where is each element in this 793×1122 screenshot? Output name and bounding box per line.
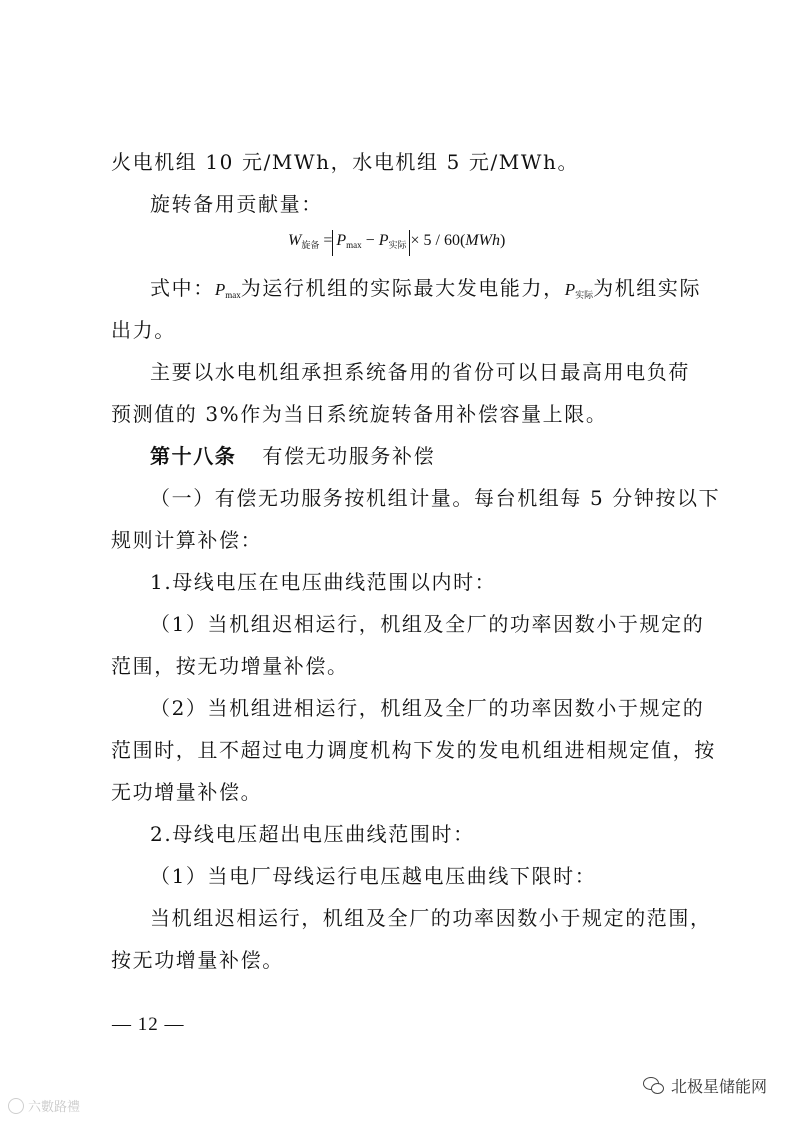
text-line-16: 无功增量补偿。 bbox=[111, 780, 263, 804]
text-line-5: 出力。 bbox=[111, 318, 176, 342]
formula-p2-var: P bbox=[378, 232, 389, 249]
text-line-18: （1）当电厂母线运行电压越电压曲线下限时： bbox=[150, 864, 597, 888]
formula-equals: = bbox=[323, 232, 333, 249]
formula-p1-var: P bbox=[336, 232, 347, 249]
pmax-symbol: $P_{max}$ bbox=[214, 280, 241, 300]
article-number: 第十八条 bbox=[150, 444, 237, 468]
watermark-right-text: 北极星储能网 bbox=[670, 1077, 767, 1096]
watermark-left bbox=[8, 1096, 80, 1115]
watermark-logo-icon bbox=[8, 1098, 24, 1114]
article-heading bbox=[150, 442, 435, 470]
formula-p1-sub: max bbox=[346, 240, 362, 250]
formula-abs-value bbox=[332, 230, 410, 256]
formula-lhs-sub: 旋备 bbox=[301, 240, 320, 250]
text-line-6: 主要以水电机组承担系统备用的省份可以日最高用电负荷 bbox=[150, 360, 690, 384]
formula-lhs-var: W bbox=[288, 232, 302, 249]
text-line-19: 当机组迟相运行，机组及全厂的功率因数小于规定的范围， bbox=[150, 906, 712, 930]
formula-close: ) bbox=[499, 232, 506, 249]
formula-spinning-reserve bbox=[288, 226, 505, 256]
formula-unit: MWh bbox=[465, 232, 500, 249]
text-line-10: 规则计算补偿： bbox=[111, 528, 263, 552]
page-number: — 12 — bbox=[112, 1014, 185, 1035]
pmax-description: 为运行机组的实际最大发电能力， bbox=[240, 276, 565, 300]
watermark-left-text: 六數路禮 bbox=[28, 1100, 81, 1115]
pactual-symbol: $P_{实际}$ bbox=[564, 280, 594, 300]
text-line-17: 2.母线电压超出电压曲线范围时： bbox=[150, 822, 475, 846]
text-line-14: （2）当机组进相运行，机组及全厂的功率因数小于规定的 bbox=[150, 696, 705, 720]
article-title: 有偿无功服务补偿 bbox=[262, 444, 436, 468]
pactual-description: 为机组实际 bbox=[593, 276, 702, 300]
text-line-20: 按无功增量补偿。 bbox=[111, 948, 284, 972]
text-line-1: 火电机组 10 元/MWh，水电机组 5 元/MWh。 bbox=[111, 150, 580, 174]
text-line-4 bbox=[150, 274, 701, 309]
text-line-13: 范围，按无功增量补偿。 bbox=[111, 654, 349, 678]
text-line-11: 1.母线电压在电压曲线范围以内时： bbox=[150, 570, 497, 594]
formula-minus: − bbox=[365, 232, 375, 249]
formula-p2-sub: 实际 bbox=[388, 240, 407, 250]
text-line-2: 旋转备用贡献量： bbox=[150, 192, 323, 216]
watermark-right bbox=[643, 1074, 767, 1097]
wechat-icon bbox=[643, 1077, 665, 1095]
formula-rest: × 5 / 60( bbox=[410, 232, 466, 249]
text-line-7: 预测值的 3%作为当日系统旋转备用补偿容量上限。 bbox=[111, 402, 608, 426]
where-label: 式中： bbox=[150, 276, 215, 300]
text-line-12: （1）当机组迟相运行，机组及全厂的功率因数小于规定的 bbox=[150, 612, 705, 636]
text-line-9: （一）有偿无功服务按机组计量。每台机组每 5 分钟按以下 bbox=[150, 486, 721, 510]
text-line-15: 范围时，且不超过电力调度机构下发的发电机组进相规定值，按 bbox=[111, 738, 716, 762]
